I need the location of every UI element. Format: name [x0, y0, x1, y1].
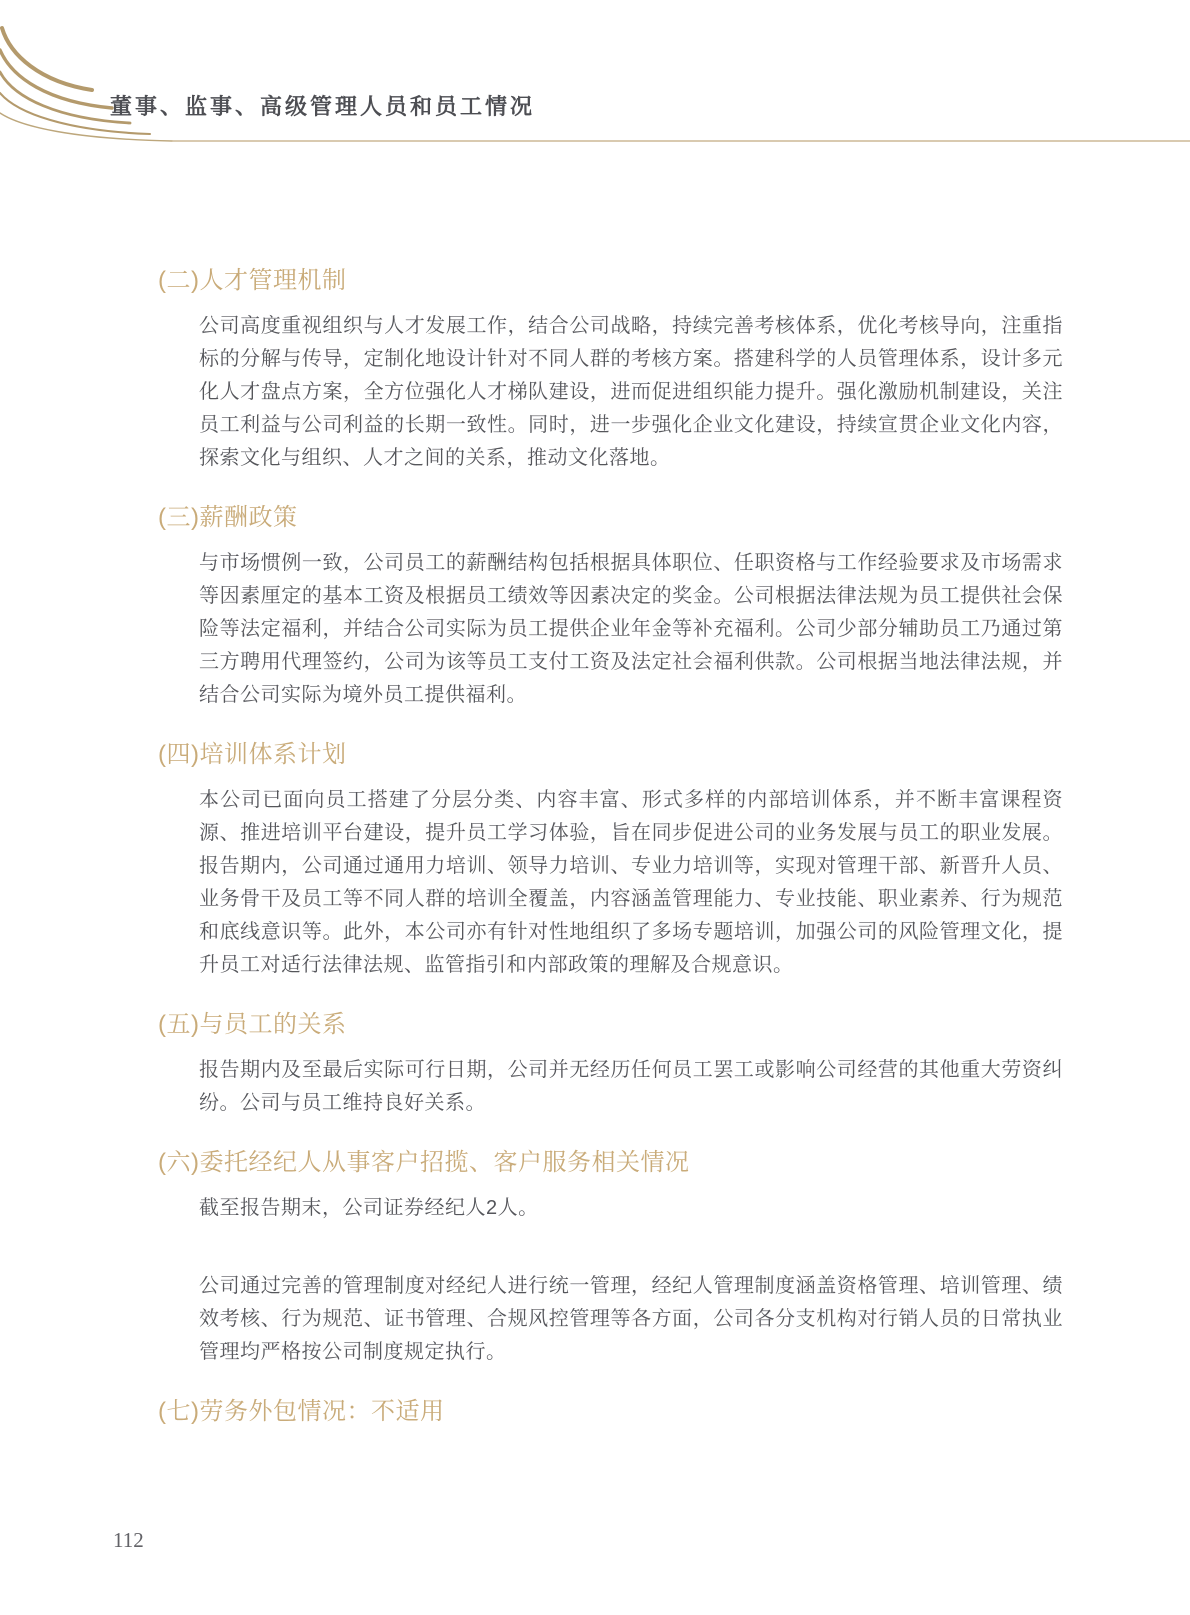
section-training-system [158, 740, 1063, 982]
section-employee-relations [158, 1010, 1063, 1120]
body-paragraph: 本公司已面向员工搭建了分层分类、内容丰富、形式多样的内部培训体系，并不断丰富课程资源、推进培训平台建设，提升员工学习体验，旨在同步促进公司的业务发展与员工的职业发展。报告期内，公司通过通用力培训、领导力培训、专业力培训等，实现对管理干部、新晋升人员、业务骨干及员工等不同人群的培训全覆盖，内容涵盖管理能力、专业技能、职业素养、行为规范和底线意识等。此外，本公司亦有针对性地组织了多场专题培训，加强公司的风险管理文化，提升员工对适行法律法规、监管指引和内部政策的理解及合规意识。 [199, 789, 1063, 976]
body-paragraph: 与市场惯例一致，公司员工的薪酬结构包括根据具体职位、任职资格与工作经验要求及市场需求等因素厘定的基本工资及根据员工绩效等因素决定的奖金。公司根据法律法规为员工提供社会保险等法定福利，并结合公司实际为员工提供企业年金等补充福利。公司少部分辅助员工乃通过第三方聘用代理签约，公司为该等员工支付工资及法定社会福利供款。公司根据当地法律法规，并结合公司实际为境外员工提供福利。 [199, 552, 1063, 706]
section-talent-management [158, 266, 1063, 475]
section-heading: (五)与员工的关系 [158, 1011, 347, 1038]
section-compensation-policy [158, 503, 1063, 712]
body-paragraph: 截至报告期末，公司证券经纪人2人。 [199, 1197, 539, 1219]
section-heading: (七)劳务外包情况：不适用 [158, 1398, 445, 1425]
section-entrusted-brokers [158, 1148, 1063, 1369]
section-heading: (三)薪酬政策 [158, 504, 298, 531]
section-heading: (二)人才管理机制 [158, 267, 347, 294]
body-paragraph: 报告期内及至最后实际可行日期，公司并无经历任何员工罢工或影响公司经营的其他重大劳资纠纷。公司与员工维持良好关系。 [199, 1059, 1063, 1114]
brand-swoosh-icon [0, 0, 1190, 160]
section-heading: (六)委托经纪人从事客户招揽、客户服务相关情况 [158, 1149, 690, 1176]
section-heading: (四)培训体系计划 [158, 741, 347, 768]
section-labor-outsourcing [158, 1397, 1063, 1427]
page-number: 112 [113, 1528, 144, 1552]
content-area [158, 266, 1063, 1441]
page-header-title: 董事、监事、高级管理人员和员工情况 [110, 94, 536, 119]
body-paragraph: 公司通过完善的管理制度对经纪人进行统一管理，经纪人管理制度涵盖资格管理、培训管理、绩效考核、行为规范、证书管理、合规风控管理等各方面，公司各分支机构对行销人员的日常执业管理均严格按公司制度规定执行。 [199, 1275, 1063, 1363]
body-paragraph: 公司高度重视组织与人才发展工作，结合公司战略，持续完善考核体系，优化考核导向，注重指标的分解与传导，定制化地设计针对不同人群的考核方案。搭建科学的人员管理体系，设计多元化人才盘点方案，全方位强化人才梯队建设，进而促进组织能力提升。强化激励机制建设，关注员工利益与公司利益的长期一致性。同时，进一步强化企业文化建设，持续宣贯企业文化内容，探索文化与组织、人才之间的关系，推动文化落地。 [199, 315, 1063, 469]
